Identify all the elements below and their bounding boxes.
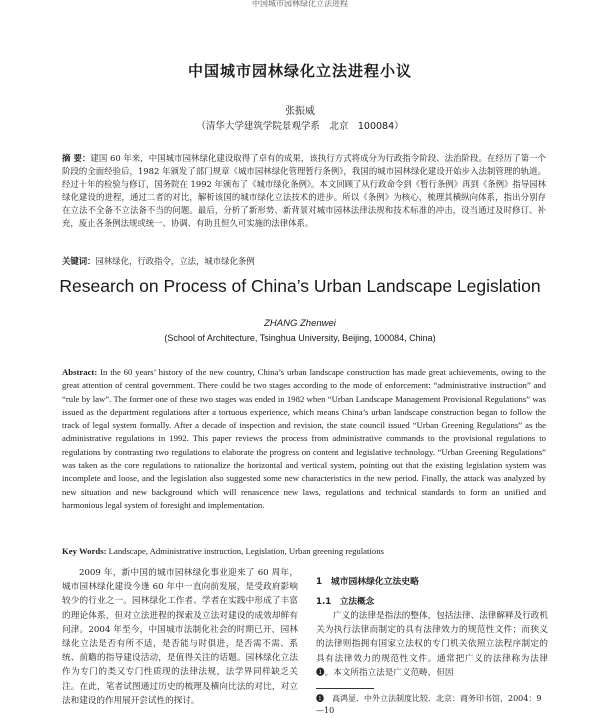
- english-affiliation: (School of Architecture, Tsinghua University, Beijing, 100084, China): [164, 333, 436, 343]
- chinese-author: 张振威: [285, 106, 315, 117]
- body-right-column: [316, 574, 548, 680]
- english-keywords-text: Landscape, Administrative instruction, Legislation, Urban greening regulations: [108, 546, 384, 556]
- subsection-heading: 1.1 立法概念: [316, 597, 375, 607]
- chinese-affiliation: （清华大学建筑学院景观学系 北京 100084）: [196, 121, 404, 132]
- chinese-keywords-label: 关键词：: [62, 256, 96, 266]
- english-author: ZHANG Zhenwei: [264, 318, 336, 329]
- chinese-abstract-text: 建国 60 年来，中国城市园林绿化建设取得了卓有的成果，该执行方式将成分为行政指令阶段、法治阶段。在经历了第一个阶段的全面经验后，1982 年颁发了部门规章《城市园林绿化管理暂行条例》，我国的城市园林绿化建设开始步入法制管理的轨道。经过十年的检验与修订，国务院在 1992 年颁布了《城市绿化条例》。本文回顾了从行政命令到《暂行条例》再到《条例》指导园林绿化建设的进程，通过二者的对比，解析该国的城市绿化立法技术的进步。所以《条例》为核心，梳理其横纵向体系，指出分别存在立法不全备不立法备不当的问题。最后，分析了新形势、新背景对城市园林法律法规和技术标准的冲击，设当通过及时修订、补充，废止各条例法规或统一、协调、有助且恒久可实施的法律体系。: [62, 153, 546, 229]
- chinese-abstract-label: 摘 要：: [62, 153, 91, 163]
- english-abstract-label: Abstract:: [62, 367, 98, 377]
- footnote-divider: [316, 688, 374, 689]
- footnote: ❶ 高鸿显．中外立法制度比较．北京：商务印书馆，2004：9—10: [316, 694, 542, 715]
- chinese-title: 中国城市园林绿化立法进程小议: [187, 62, 412, 80]
- english-keywords-label: Key Words:: [62, 546, 107, 556]
- body-left-column: 2009 年，新中国的城市园林绿化事业迎来了 60 周年，城市园林绿化建设今逢 60 年中一直向前发展，是受政府影响较少的行业之一。园林绿化工作者、学者在实践中形成了丰富的理论体系，但对立法进程的探索及立法对建设的成效却鲜有问津。2004 年至今，中国城市法制化社会的时期已开，园林绿化立法是否有所不适，是否能与时俱进，是否需不需、系统、前瞻的指导建设活动，是值得关注的话题。园林绿化立法作为专门的类又专门性质现的法律法规，法学界同样缺乏关注。在此，笔者试图通过历史的梳理及横向比法的对比，对立法和建设的作用展开尝试性的探讨。: [62, 568, 298, 706]
- section-heading: 1 城市园林绿化立法史略: [316, 577, 419, 587]
- english-abstract: [62, 366, 546, 512]
- english-abstract-text: In the 60 years’ history of the new country, China’s urban landscape construction has made great achievements, owing to the great attention of central government. There could be two stages according to the mode of enforcement: “administrative instruction” and “rule by law”. The former one of these two stages was ended in 1982 when “Urban Landscape Management Provisional Regulations” was issued as the department regulations after a tortuous experience, which means China’s urban landscape construction began to follow the track of legal system formally. After a decade of inspection and revision, the state council issued “Urban Greening Regulations” as the administrative regulations in 1992. This paper reviews the process from administrative commands to the provisional regulations to regulations by contrasting two regulations to elaborate the progress on content and legislative technology. “Urban Greening Regulations” was taken as the core regulations to rationalize the horizontal and vertical system, pointing out that the existing legislation system was incomplete and loose, and the legislation also suggested some new characteristics in the new period. Finally, the attack was analyzed by new situation and new background which will renascence new laws, regulations and technical standards to form an unified and harmonious legal system of foresight and implementation.: [62, 367, 547, 510]
- english-keywords: [62, 546, 546, 556]
- body-right-paragraph: 广义的法律是指法的整体，包括法律、法律解释及行政机关为执行法律而制定的具有法律效力的规范性文件；而狭义的法律则指拥有国家立法权的专门机关依照立法程序制定的具有法律效力的规范性文件。通常把广义的法律称为法律❶。本文所指立法是广义范畴，但因: [316, 611, 548, 678]
- english-title: Research on Process of China’s Urban Landscape Legislation: [59, 276, 541, 296]
- chinese-abstract: [62, 152, 546, 231]
- running-header: 中国城市园林绿化立法进程: [252, 0, 348, 8]
- chinese-keywords-text: 园林绿化，行政指令，立法，城市绿化条例: [95, 256, 255, 266]
- chinese-keywords: [62, 255, 546, 267]
